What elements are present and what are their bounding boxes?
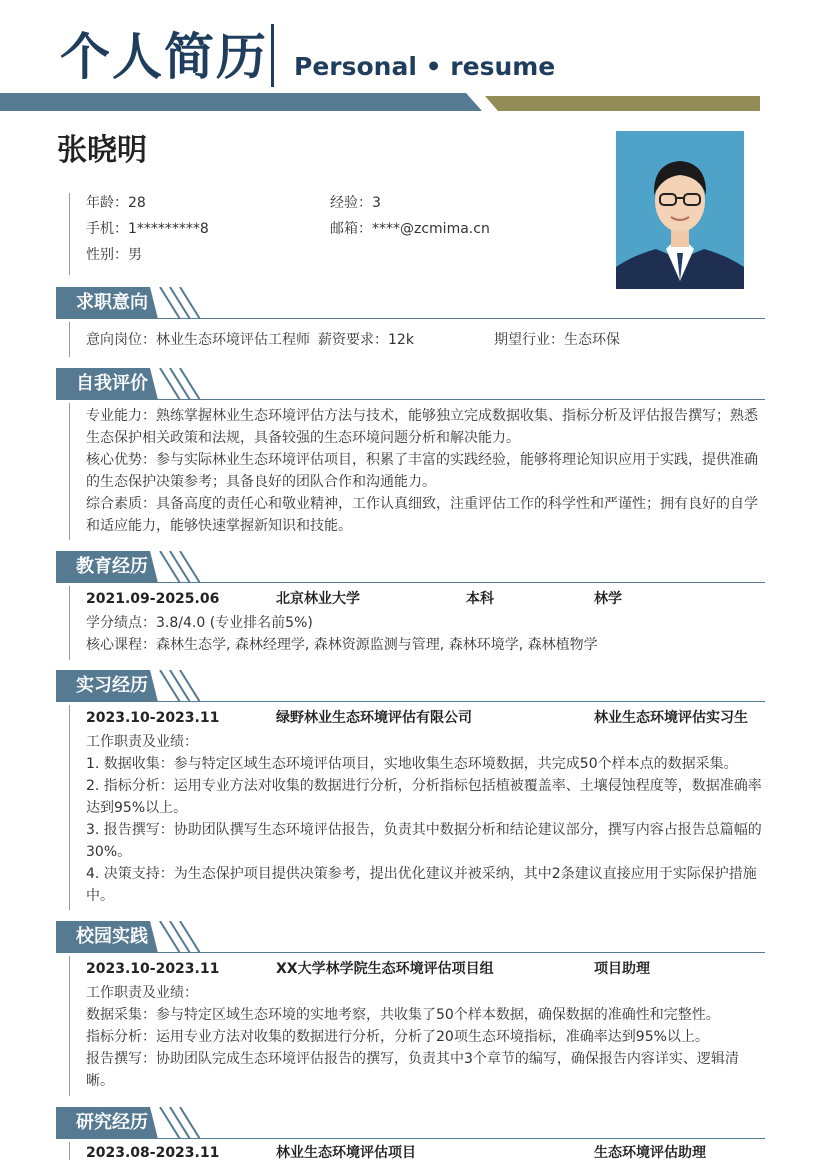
self-eval-paragraph: 核心优势：参与实际林业生态环境评估项目，积累了丰富的实践经验，能够将理论知识应用于实践，提供准确的生态保护决策参考；具备良好的团队合作和沟通能力。 bbox=[86, 452, 758, 490]
duties-intro: 工作职责及业绩： bbox=[86, 734, 198, 750]
section-body-line bbox=[69, 956, 70, 1096]
education-major: 林学 bbox=[594, 591, 622, 607]
phone-value: 1*********8 bbox=[128, 221, 209, 237]
education-gpa: 学分绩点：3.8/4.0 (专业排名前5%) bbox=[86, 615, 313, 631]
duty-item: 3. 报告撰写：协助团队撰写生态环境评估报告，负责其中数据分析和结论建议部分，撰写内容占报告总篇幅的30%。 bbox=[86, 822, 762, 860]
section-body-line bbox=[69, 403, 70, 540]
section-title-intention: 求职意向 bbox=[76, 292, 148, 313]
section-header-education bbox=[56, 551, 765, 583]
internship-company: 绿野林业生态环境评估有限公司 bbox=[276, 710, 472, 726]
section-title-self-eval: 自我评价 bbox=[76, 373, 148, 394]
section-body-line bbox=[69, 1142, 70, 1160]
duty-item: 1. 数据收集：参与特定区域生态环境评估项目，实地收集生态环境数据，共完成50个样本点的数据采集。 bbox=[86, 756, 738, 772]
research-role: 生态环境评估助理 bbox=[594, 1145, 706, 1161]
section-stripes-decoration bbox=[156, 670, 200, 702]
age-value: 28 bbox=[128, 195, 146, 211]
campus-date: 2023.10-2023.11 bbox=[86, 961, 220, 977]
section-rule bbox=[56, 399, 765, 400]
intended-position: 意向岗位：林业生态环境评估工程师 bbox=[86, 332, 310, 348]
age-label: 年龄： bbox=[86, 195, 128, 211]
section-header-self-eval bbox=[56, 368, 765, 400]
internship-date: 2023.10-2023.11 bbox=[86, 710, 220, 726]
campus-org: XX大学林学院生态环境评估项目组 bbox=[276, 961, 494, 977]
experience-info bbox=[330, 194, 381, 212]
section-rule bbox=[56, 701, 765, 702]
resume-title-en: Personal • resume bbox=[294, 52, 556, 81]
gender-label: 性别： bbox=[86, 247, 128, 263]
gender-value: 男 bbox=[128, 247, 142, 263]
duty-item: 2. 指标分析：运用专业方法对收集的数据进行分析，分析指标包括植被覆盖率、土壤侵蚀程度等，数据准确率达到95%以上。 bbox=[86, 778, 762, 816]
section-title-campus: 校园实践 bbox=[76, 926, 148, 947]
campus-duties bbox=[86, 982, 765, 1092]
section-header-intention bbox=[56, 287, 765, 319]
section-title-internship: 实习经历 bbox=[76, 675, 148, 696]
email-label: 邮箱： bbox=[330, 221, 372, 237]
duty-item: 数据采集：参与特定区域生态环境的实地考察，共收集了50个样本数据，确保数据的准确性和完整性。 bbox=[86, 1007, 720, 1023]
section-header-research bbox=[56, 1107, 765, 1139]
section-header-campus bbox=[56, 921, 765, 953]
self-eval-text bbox=[86, 405, 765, 537]
phone-info bbox=[86, 220, 209, 238]
section-rule bbox=[56, 1138, 765, 1139]
education-degree: 本科 bbox=[466, 591, 494, 607]
duties-intro: 工作职责及业绩： bbox=[86, 985, 198, 1001]
section-stripes-decoration bbox=[156, 287, 200, 319]
section-stripes-decoration bbox=[156, 368, 200, 400]
header-band-gold bbox=[485, 96, 760, 111]
duty-item: 指标分析：运用专业方法对收集的数据进行分析，分析了20项生态环境指标，准确率达到95%以上。 bbox=[86, 1029, 709, 1045]
section-header-internship bbox=[56, 670, 765, 702]
section-title-education: 教育经历 bbox=[76, 556, 148, 577]
self-eval-paragraph: 专业能力：熟练掌握林业生态环境评估方法与技术，能够独立完成数据收集、指标分析及评估报告撰写；熟悉生态保护相关政策和法规，具备较强的生态环境问题分析和解决能力。 bbox=[86, 408, 758, 446]
age-info bbox=[86, 194, 146, 212]
section-rule bbox=[56, 582, 765, 583]
phone-label: 手机： bbox=[86, 221, 128, 237]
profile-photo bbox=[616, 131, 744, 289]
research-date: 2023.08-2023.11 bbox=[86, 1145, 220, 1161]
profile-info-line bbox=[69, 193, 70, 275]
section-rule bbox=[56, 318, 765, 319]
email-info bbox=[330, 220, 490, 238]
salary-requirement: 薪资要求：12k bbox=[318, 332, 414, 348]
email-value[interactable]: ****@zcmima.cn bbox=[372, 221, 490, 237]
internship-role: 林业生态环境评估实习生 bbox=[594, 710, 748, 726]
section-body-line bbox=[69, 322, 70, 357]
research-project: 林业生态环境评估项目 bbox=[276, 1145, 416, 1161]
section-title-research: 研究经历 bbox=[76, 1112, 148, 1133]
experience-value: 3 bbox=[372, 195, 381, 211]
candidate-name: 张晓明 bbox=[57, 133, 147, 168]
section-stripes-decoration bbox=[156, 921, 200, 953]
duty-item: 4. 决策支持：为生态保护项目提供决策参考，提出优化建议并被采纳，其中2条建议直接应用于实际保护措施中。 bbox=[86, 866, 757, 904]
education-courses: 核心课程：森林生态学, 森林经理学, 森林资源监测与管理, 森林环境学, 森林植物学 bbox=[86, 637, 598, 653]
duty-item: 报告撰写：协助团队完成生态环境评估报告的撰写，负责其中3个章节的编写，确保报告内容详实、逻辑清晰。 bbox=[86, 1051, 739, 1089]
section-stripes-decoration bbox=[156, 1107, 200, 1139]
section-body-line bbox=[69, 586, 70, 660]
experience-label: 经验： bbox=[330, 195, 372, 211]
education-date: 2021.09-2025.06 bbox=[86, 591, 220, 607]
education-school: 北京林业大学 bbox=[276, 591, 360, 607]
title-divider bbox=[271, 24, 274, 87]
header-band-blue bbox=[0, 93, 482, 111]
section-stripes-decoration bbox=[156, 551, 200, 583]
self-eval-paragraph: 综合素质：具备高度的责任心和敬业精神，工作认真细致，注重评估工作的科学性和严谨性；拥有良好的自学和适应能力，能够快速掌握新知识和技能。 bbox=[86, 496, 758, 534]
gender-info bbox=[86, 246, 142, 264]
section-rule bbox=[56, 952, 765, 953]
resume-title-cn: 个人简历 bbox=[60, 28, 268, 86]
internship-duties bbox=[86, 731, 765, 907]
expected-industry: 期望行业：生态环保 bbox=[494, 332, 620, 348]
section-body-line bbox=[69, 705, 70, 910]
campus-role: 项目助理 bbox=[594, 961, 650, 977]
